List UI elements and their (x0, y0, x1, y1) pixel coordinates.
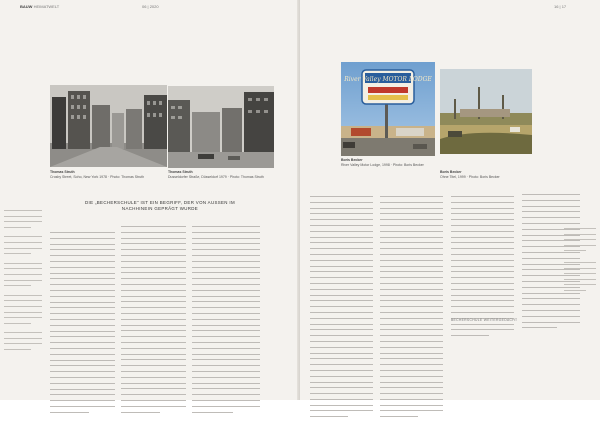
left-caption-body: Crosby Street, Soho, New York 1978 · Photo: Thomas Struth (50, 174, 145, 179)
landscape-photo-caption (440, 170, 532, 179)
right-body-column-2 (380, 196, 443, 422)
left-margin-notes (4, 210, 42, 355)
landscape-caption-body: Ohne Titel, 1999 · Photo: Boris Becker (440, 174, 500, 179)
issue-number: 06 | 2020 (142, 4, 159, 9)
motel-sign-text: River Valley MOTOR LODGE (344, 76, 432, 83)
left-photo-caption (50, 170, 160, 179)
footer-note: BECHERSCHULE WEITERGEDACHT (451, 318, 518, 322)
motel-caption-title: Boris Becker (341, 158, 363, 162)
street-photo-left (50, 85, 167, 167)
magazine-name: BAUW (20, 4, 33, 9)
left-body-column-1 (50, 232, 115, 418)
middle-caption-title: Thomas Struth (168, 170, 193, 174)
middle-photo-caption (168, 170, 273, 179)
left-page (0, 0, 300, 400)
motel-photo-caption (341, 158, 433, 167)
right-body-column-1 (310, 196, 373, 422)
left-caption-title: Thomas Struth (50, 170, 75, 174)
folio-number: 16 | 17 (554, 4, 567, 9)
landscape-photo (440, 69, 532, 154)
right-margin-notes (564, 228, 596, 296)
left-header (20, 4, 59, 9)
pull-quote: DIE „BECHERSCHULE“ IST EIN BEGRIFF, DER VON AUSSEN IM NACHHINEIN GEPRÄGT WURDE (85, 200, 235, 211)
section-name: HEIMATWELT (33, 4, 60, 9)
landscape-caption-title: Boris Becker (440, 170, 462, 174)
left-body-column-3 (192, 226, 260, 417)
motel-caption-body: River Valley Motor Lodge, 1998 · Photo: Boris Becker (341, 162, 424, 167)
left-body-column-2 (121, 226, 186, 417)
street-photo-middle (168, 86, 274, 168)
motel-sign-photo (341, 62, 435, 156)
right-page (300, 0, 600, 400)
middle-caption-body: Dusseldorfer Straße, Düsseldorf 1979 · Photo: Thomas Struth (168, 174, 264, 179)
